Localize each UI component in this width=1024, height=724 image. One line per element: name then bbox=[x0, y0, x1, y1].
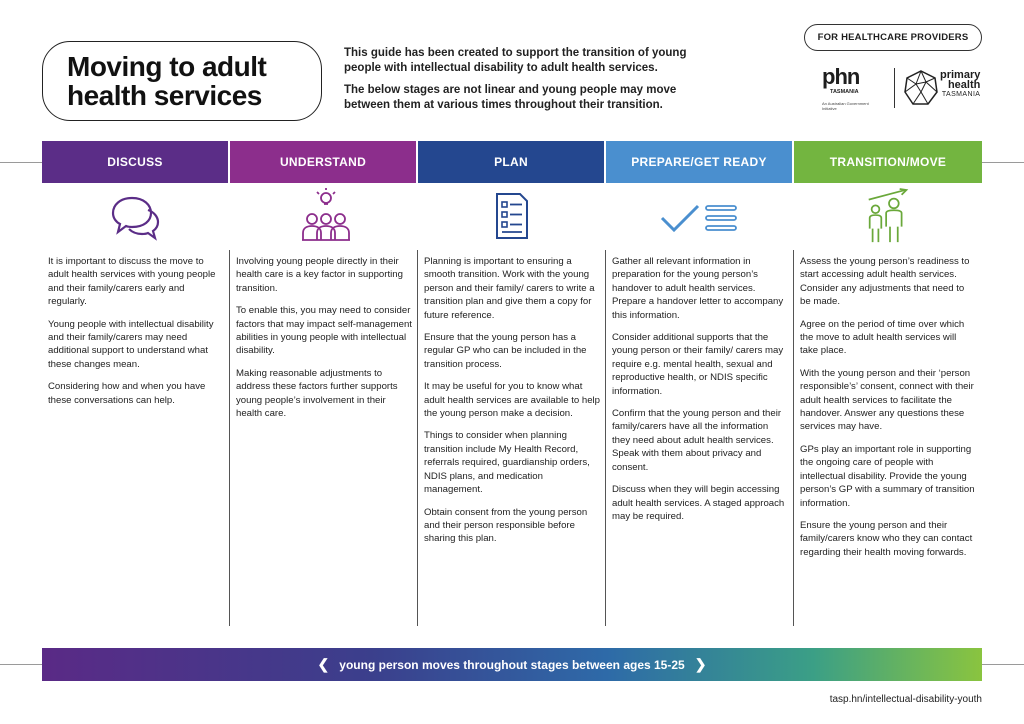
arrow-left-icon: ❮ bbox=[317, 656, 330, 672]
right-rule bbox=[982, 162, 1024, 163]
understand-paragraph-3: Making reasonable adjustments to address these factors further supports young people’s involvement in their health care. bbox=[236, 367, 398, 420]
understand-paragraph-2: To enable this, you may need to consider factors that may impact self-management abilities in young people with intellectual disability. bbox=[236, 305, 412, 357]
left-bottom-rule bbox=[0, 664, 42, 665]
page-title bbox=[67, 52, 321, 110]
transition-paragraph-4: GPs play an important role in supporting the ongoing care of people with intellectual disability. Provide the young person’s GP with a summary of transition information. bbox=[800, 443, 975, 509]
logos bbox=[822, 66, 992, 112]
column-prepare-text bbox=[612, 255, 788, 532]
discuss-paragraph-2: Young people with intellectual disability and their family/carers may need additional support to understand what these changes mean. bbox=[48, 318, 214, 370]
pht-line-3: TASMANIA bbox=[941, 91, 981, 98]
understand-paragraph-1: Involving young people directly in their health care is a key factor in supporting transition. bbox=[236, 256, 403, 294]
polygon-emblem-icon bbox=[904, 70, 938, 106]
column-discuss-text bbox=[48, 255, 224, 416]
footer-url[interactable]: tasp.hn/intellectual-disability-youth bbox=[829, 694, 982, 705]
age-range-banner bbox=[42, 648, 982, 681]
transition-paragraph-2: Agree on the period of time over which the move to adult health services will take place. bbox=[800, 318, 965, 357]
plan-paragraph-3: It may be useful for you to know what adult health services are available to help the young person make a decision. bbox=[424, 381, 600, 420]
prepare-paragraph-2: Consider additional supports that the young person or their family/ carers may require e.g. mental health, sexual and reproductive health, or NDIS specific information. bbox=[612, 332, 784, 397]
title-line-2: health services bbox=[67, 80, 262, 111]
age-range-text: young person moves throughout stages between ages 15-25 bbox=[339, 657, 685, 672]
audience-badge: FOR HEALTHCARE PROVIDERS bbox=[804, 24, 982, 51]
column-transition-text bbox=[800, 255, 976, 568]
phn-logo-text: phn bbox=[822, 64, 860, 89]
header-understand: UNDERSTAND bbox=[230, 141, 416, 183]
plan-paragraph-5: Obtain consent from the young person and their person responsible before sharing this plan. bbox=[424, 506, 588, 545]
phn-logo bbox=[822, 66, 882, 111]
column-divider-3 bbox=[605, 250, 606, 626]
intro-paragraph-1: This guide has been created to support the transition of young people with intellectual disability to adult health services. bbox=[344, 47, 687, 74]
checkmark-list-icon bbox=[658, 188, 740, 246]
intro-paragraph-2: The below stages are not linear and young people may move between them at various times throughout their transition. bbox=[344, 84, 677, 111]
prepare-paragraph-4: Discuss when they will begin accessing adult health services. A staged approach may be required. bbox=[612, 484, 785, 522]
title-line-1: Moving to adult bbox=[67, 51, 267, 82]
group-idea-icon bbox=[300, 188, 352, 246]
phn-logo-sub: TASMANIA bbox=[830, 89, 859, 95]
pht-line-1: primary bbox=[940, 69, 981, 81]
header-plan: PLAN bbox=[418, 141, 604, 183]
column-divider-4 bbox=[793, 250, 794, 626]
transition-paragraph-3: With the young person and their ‘person responsible’s’ consent, connect with their adult health services to facilitate the handover. Answer any questions these services may have. bbox=[800, 367, 974, 433]
left-rule bbox=[0, 162, 42, 163]
phn-logo-tagline: An Australian Government Initiative bbox=[822, 101, 869, 111]
plan-paragraph-2: Ensure that the young person has a regular GP who can be included in the transition process. bbox=[424, 332, 587, 370]
transition-paragraph-5: Ensure the young person and their family/carers know who they can contact regarding their health moving forwards. bbox=[800, 519, 973, 558]
intro-text bbox=[344, 46, 724, 120]
title-box bbox=[42, 41, 322, 121]
header-transition: TRANSITION/MOVE bbox=[794, 141, 982, 183]
discuss-paragraph-3: Considering how and when you have these conversations can help. bbox=[48, 381, 206, 406]
prepare-paragraph-3: Confirm that the young person and their family/carers have all the information they need about adult health services. Speak with them about privacy and consent. bbox=[612, 408, 782, 473]
discuss-paragraph-1: It is important to discuss the move to adult health services with young people and their family/carers early and regularly. bbox=[48, 256, 216, 308]
column-plan-text bbox=[424, 255, 600, 555]
pht-logo-words bbox=[940, 70, 980, 100]
header-discuss: DISCUSS bbox=[42, 141, 228, 183]
arrow-right-icon: ❯ bbox=[694, 656, 707, 672]
column-divider-1 bbox=[229, 250, 230, 626]
checklist-document-icon bbox=[492, 188, 532, 246]
primary-health-tasmania-logo bbox=[904, 68, 994, 108]
column-divider-2 bbox=[417, 250, 418, 626]
header-prepare: PREPARE/GET READY bbox=[606, 141, 792, 183]
transition-paragraph-1: Assess the young person’s readiness to start accessing adult health services. Consider any adjustments that need to be made. bbox=[800, 256, 970, 308]
prepare-paragraph-1: Gather all relevant information in preparation for the young person’s handover to adult health services. Prepare a handover letter to accompany this information. bbox=[612, 256, 784, 321]
column-understand-text bbox=[236, 255, 412, 429]
right-bottom-rule bbox=[982, 664, 1024, 665]
logo-divider bbox=[894, 68, 895, 108]
speech-bubbles-icon bbox=[110, 188, 160, 246]
plan-paragraph-4: Things to consider when planning transition include My Health Record, referrals required, guardianship orders, NDIS plans, and medication management. bbox=[424, 430, 590, 496]
pht-line-2: health bbox=[947, 79, 981, 91]
growth-people-icon bbox=[862, 188, 918, 246]
plan-paragraph-1: Planning is important to ensuring a smooth transition. Work with the young person and their family/ carers to write a transition plan and give them a copy for future reference. bbox=[424, 256, 595, 321]
